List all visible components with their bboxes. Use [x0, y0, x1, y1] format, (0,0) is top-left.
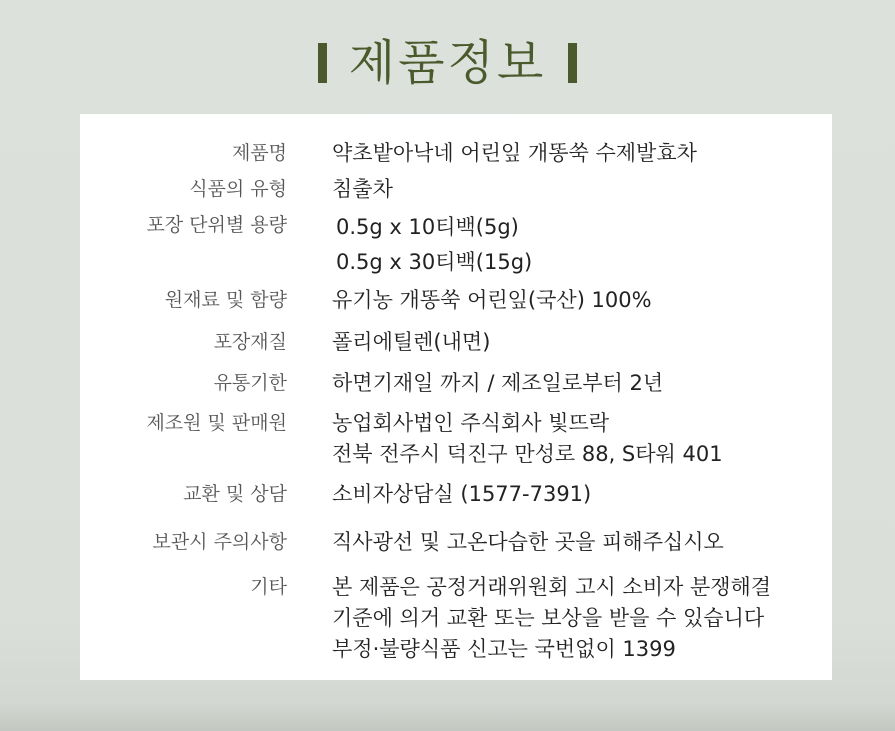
row-value-line: 본 제품은 공정거래위원회 고시 소비자 분쟁해결: [332, 575, 772, 599]
row-value-line: 유기농 개똥쑥 어린잎(국산) 100%: [332, 288, 652, 312]
page-title: 제품정보: [348, 35, 547, 91]
title-left-bar: [318, 43, 327, 83]
row-value: [332, 479, 591, 510]
row-value-line: 기준에 의거 교환 또는 보상을 받을 수 있습니다: [332, 606, 765, 630]
page-title-block: [0, 28, 895, 98]
row-value: [332, 327, 490, 358]
row-value-line: 약초밭아낙네 어린잎 개똥쑥 수제발효차: [332, 141, 697, 165]
row-value: [332, 174, 393, 205]
row-value: [332, 138, 697, 169]
row-value-line: 0.5g x 10티백(5g): [336, 215, 519, 239]
row-label: 원재료 및 함량: [164, 289, 287, 311]
row-value-line: 폴리에틸렌(내면): [332, 330, 491, 354]
row-value: [332, 572, 771, 665]
row-value-line: 부정·불량식품 신고는 국번없이 1399: [332, 637, 676, 661]
row-value-line: 침출차: [332, 177, 393, 201]
row-label: 포장재질: [213, 331, 287, 353]
row-value-line: 직사광선 및 고온다습한 곳을 피해주십시오: [332, 530, 724, 554]
row-value-line: 농업회사법인 주식회사 빛뜨락: [332, 411, 610, 435]
row-value: [332, 527, 724, 558]
bottom-shade: [0, 703, 895, 731]
row-value-line: 0.5g x 30티백(15g): [336, 250, 533, 274]
row-label: 포장 단위별 용량: [146, 214, 287, 236]
row-label: 유통기한: [213, 372, 287, 394]
row-value-line: 소비자상담실 (1577-7391): [332, 482, 592, 506]
row-value: [332, 408, 723, 470]
row-label: 제조원 및 판매원: [146, 412, 287, 434]
row-label: 보관시 주의사항: [152, 531, 287, 553]
title-right-bar: [568, 43, 577, 83]
row-value: [332, 285, 652, 316]
row-label: 제품명: [231, 142, 287, 164]
row-label: 식품의 유형: [189, 178, 287, 200]
row-value: [332, 368, 663, 399]
row-label: 기타: [250, 576, 287, 598]
product-info-card: [80, 114, 832, 680]
row-label: 교환 및 상담: [183, 483, 287, 505]
row-value: [332, 210, 532, 280]
row-value-line: 하면기재일 까지 / 제조일로부터 2년: [332, 371, 664, 395]
row-value-line: 전북 전주시 덕진구 만성로 88, S타워 401: [332, 442, 723, 466]
